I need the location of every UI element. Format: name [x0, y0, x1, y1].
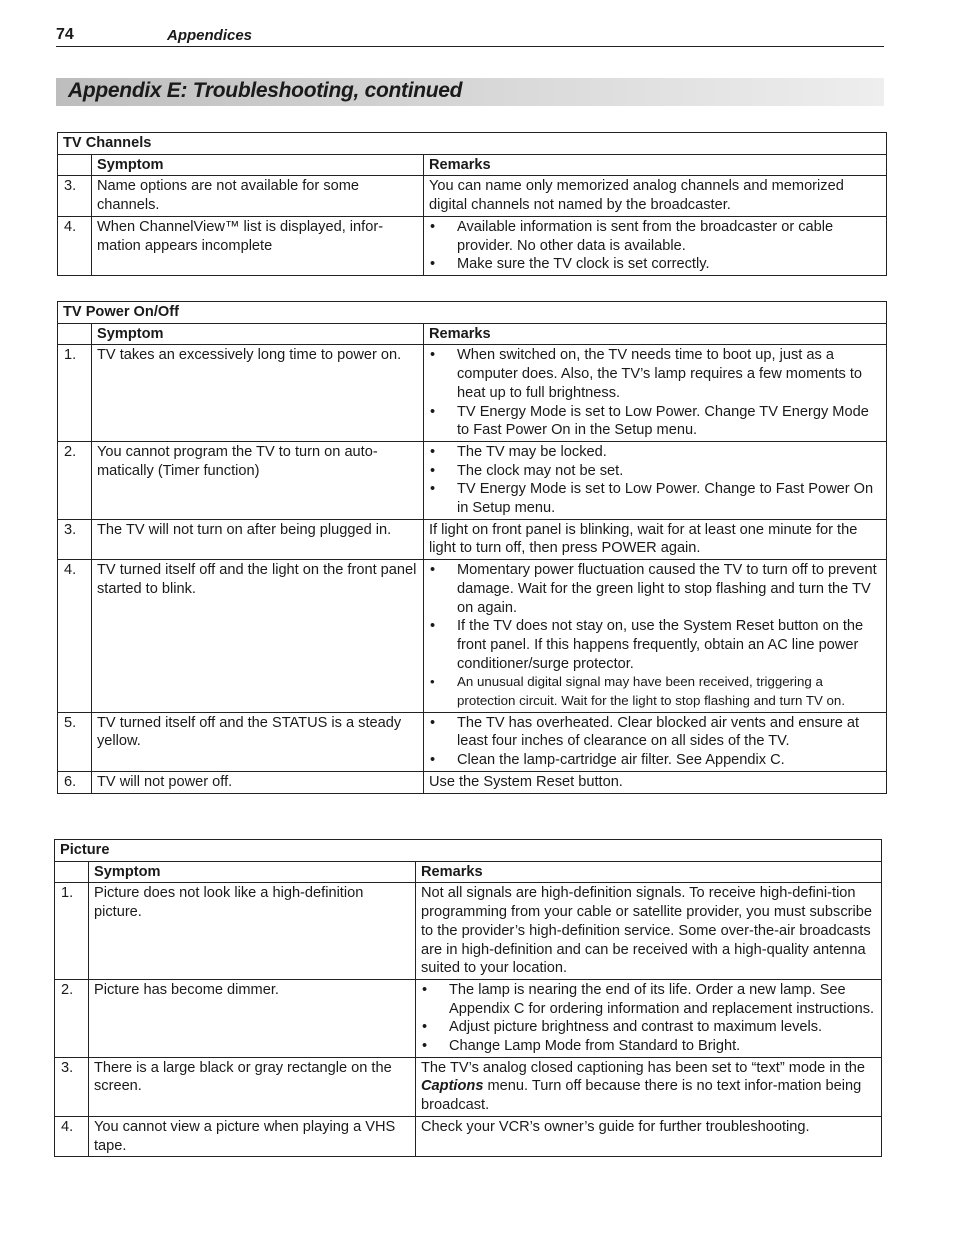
list-item: • Change Lamp Mode from Standard to Bright. [421, 1037, 876, 1056]
row-number: 3. [58, 176, 92, 216]
page-number: 74 [56, 26, 74, 43]
symptom-cell: When ChannelView™ list is displayed, infor-mation appears incomplete [92, 216, 424, 275]
column-header-symptom: Symptom [92, 154, 424, 176]
page-header [56, 24, 884, 47]
table-section-header [58, 302, 887, 324]
table-row [58, 560, 887, 713]
symptom-cell: You cannot program the TV to turn on auto-matically (Timer function) [92, 441, 424, 519]
remarks-bullet-list [429, 346, 881, 440]
row-number: 2. [55, 979, 89, 1057]
title-bar [56, 78, 884, 106]
row-number: 4. [55, 1116, 89, 1156]
table-title: TV Power On/Off [58, 302, 887, 324]
column-header-row [55, 861, 882, 883]
row-number: 1. [55, 883, 89, 980]
column-header-row [58, 323, 887, 345]
table-row [55, 1116, 882, 1156]
table-row [58, 519, 887, 559]
column-header-row [58, 154, 887, 176]
table-section-header [58, 133, 887, 155]
captions-menu-name: Captions [421, 1078, 484, 1095]
list-item: • Adjust picture brightness and contrast to maximum levels. [421, 1018, 876, 1037]
remarks-text-pre: The TV’s analog closed captioning has been set to “text” mode in the [421, 1059, 866, 1076]
row-number: 4. [58, 216, 92, 275]
table-row [58, 771, 887, 793]
list-item: • If the TV does not stay on, use the System Reset button on the front panel. If this happens frequently, obtain an AC line power conditioner/surge protector. [429, 617, 881, 673]
column-header-symptom: Symptom [92, 323, 424, 345]
tv-channels-table [57, 132, 887, 276]
list-item: • Available information is sent from the broadcaster or cable provider. No other data is available. [429, 218, 881, 255]
list-item: • Momentary power fluctuation caused the TV to turn off to prevent damage. Wait for the green light to stop flashing and turn the TV on again. [429, 561, 881, 617]
table-row [55, 883, 882, 980]
table-row [55, 1057, 882, 1116]
remarks-cell: Use the System Reset button. [424, 771, 887, 793]
symptom-cell: The TV will not turn on after being plugged in. [92, 519, 424, 559]
row-number: 6. [58, 771, 92, 793]
table-row [55, 979, 882, 1057]
remarks-cell: Check your VCR’s owner’s guide for further troubleshooting. [416, 1116, 882, 1156]
remarks-cell: Not all signals are high-definition signals. To receive high-defini-tion programming from your cable or satellite provider, you must subscribe to the provider’s high-definition service. Some over-the-air broadcasts are in high-definition and can be received with a high-quality antenna suited to your location. [416, 883, 882, 980]
row-number: 1. [58, 345, 92, 442]
table-row [58, 712, 887, 771]
symptom-cell: TV turned itself off and the light on the front panel started to blink. [92, 560, 424, 713]
table-title: TV Channels [58, 133, 887, 155]
remarks-cell [424, 560, 887, 713]
symptom-cell: You cannot view a picture when playing a VHS tape. [89, 1116, 416, 1156]
list-item: • The TV has overheated. Clear blocked air vents and ensure at least four inches of clearance on all sides of the TV. [429, 714, 881, 751]
symptom-cell: Name options are not available for some channels. [92, 176, 424, 216]
tv-power-table [57, 301, 887, 794]
list-item: • The lamp is nearing the end of its life. Order a new lamp. See Appendix C for ordering information and replacement instructions. [421, 981, 876, 1018]
table-row [58, 216, 887, 275]
column-header-num [58, 323, 92, 345]
row-number: 5. [58, 712, 92, 771]
remarks-cell [416, 1057, 882, 1116]
remarks-bullet-list [429, 714, 881, 770]
remarks-bullet-list [429, 218, 881, 274]
column-header-remarks: Remarks [424, 154, 887, 176]
list-item: • When switched on, the TV needs time to boot up, just as a computer does. Also, the TV’s lamp requires a few moments to heat up to full brightness. [429, 346, 881, 402]
list-item: • TV Energy Mode is set to Low Power. Change TV Energy Mode to Fast Power On in the Setup menu. [429, 403, 881, 440]
remarks-bullet-list [421, 981, 876, 1056]
picture-table [54, 839, 882, 1157]
symptom-cell: Picture does not look like a high-definition picture. [89, 883, 416, 980]
row-number: 3. [55, 1057, 89, 1116]
page-title: Appendix E: Troubleshooting, continued [68, 79, 463, 102]
column-header-num [58, 154, 92, 176]
remarks-cell [424, 216, 887, 275]
table-row [58, 345, 887, 442]
remarks-cell [424, 441, 887, 519]
table-section-header [55, 840, 882, 862]
table-row [58, 176, 887, 216]
table-row [58, 441, 887, 519]
remarks-cell [416, 979, 882, 1057]
row-number: 4. [58, 560, 92, 713]
remarks-cell [424, 345, 887, 442]
symptom-cell: TV turned itself off and the STATUS is a steady yellow. [92, 712, 424, 771]
row-number: 3. [58, 519, 92, 559]
list-item: • The TV may be locked. [429, 443, 881, 462]
section-name: Appendices [167, 27, 253, 44]
remarks-bullet-list [429, 561, 881, 711]
remarks-cell: If light on front panel is blinking, wait for at least one minute for the light to turn off, then press POWER again. [424, 519, 887, 559]
column-header-symptom: Symptom [89, 861, 416, 883]
list-item: • Make sure the TV clock is set correctly. [429, 255, 881, 274]
remarks-bullet-list [429, 443, 881, 518]
symptom-cell: TV will not power off. [92, 771, 424, 793]
list-item: • The clock may not be set. [429, 462, 881, 481]
symptom-cell: TV takes an excessively long time to power on. [92, 345, 424, 442]
list-item: • Clean the lamp-cartridge air filter. See Appendix C. [429, 751, 881, 770]
column-header-remarks: Remarks [416, 861, 882, 883]
remarks-cell [424, 712, 887, 771]
table-title: Picture [55, 840, 882, 862]
column-header-num [55, 861, 89, 883]
symptom-cell: Picture has become dimmer. [89, 979, 416, 1057]
column-header-remarks: Remarks [424, 323, 887, 345]
list-item: • An unusual digital signal may have been received, triggering a protection circuit. Wait for the light to stop flashing and turn TV on. [429, 673, 881, 710]
list-item: • TV Energy Mode is set to Low Power. Change to Fast Power On in Setup menu. [429, 480, 881, 517]
symptom-cell: There is a large black or gray rectangle on the screen. [89, 1057, 416, 1116]
remarks-text-post: menu. Turn off because there is no text infor-mation being broadcast. [421, 1078, 862, 1114]
row-number: 2. [58, 441, 92, 519]
remarks-cell: You can name only memorized analog channels and memorized digital channels not named by the broadcaster. [424, 176, 887, 216]
